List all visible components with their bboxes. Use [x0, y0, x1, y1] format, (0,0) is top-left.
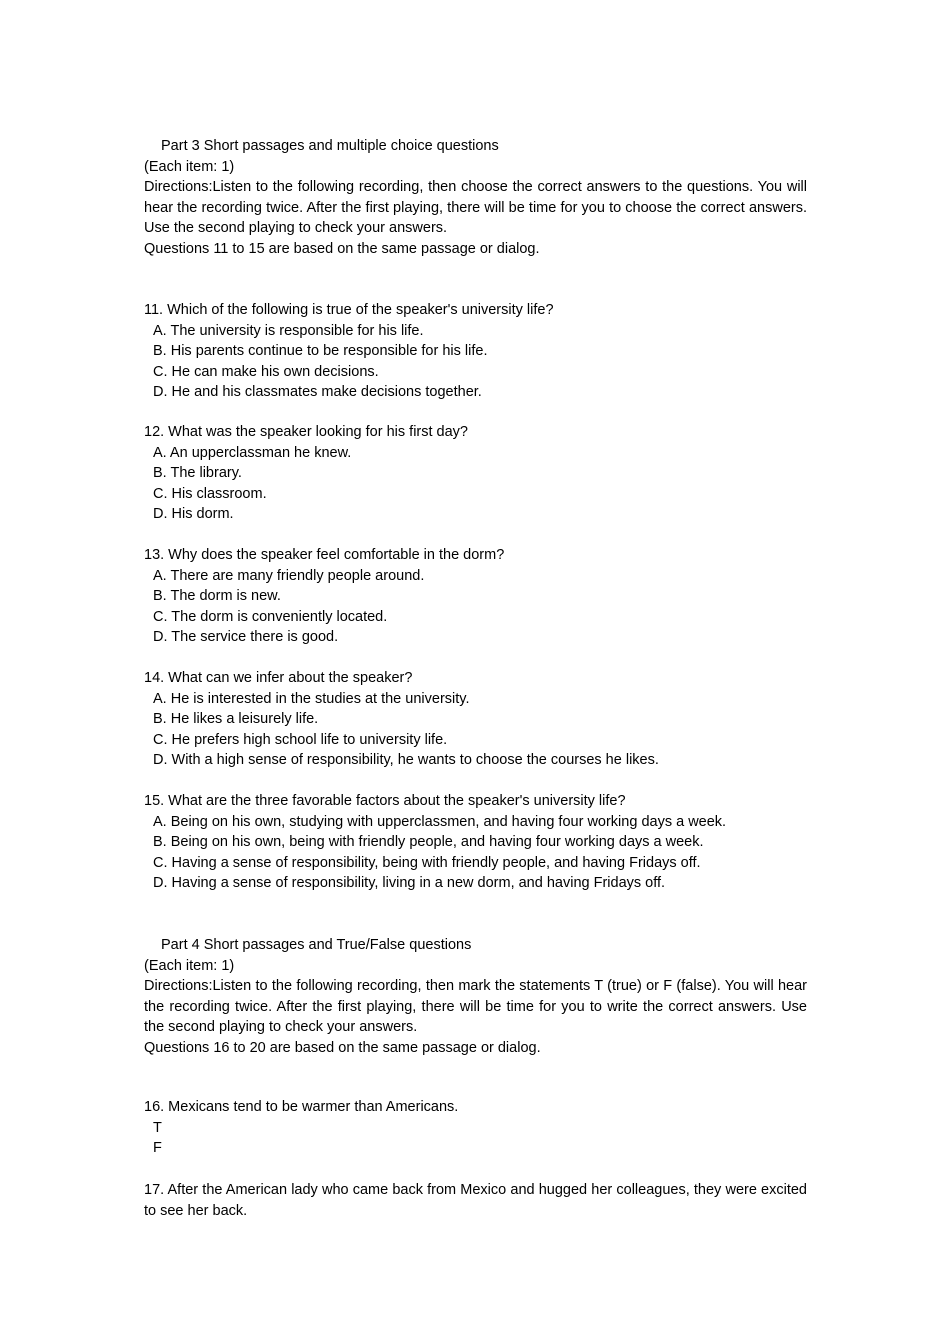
part4-score: (Each item: 1) — [144, 957, 235, 974]
question-13 — [144, 545, 807, 648]
option-a[interactable]: A. There are many friendly people around. — [153, 567, 425, 584]
question-17 — [144, 1180, 807, 1221]
option-b[interactable]: B. He likes a leisurely life. — [153, 711, 319, 727]
option-a[interactable]: A. Being on his own, studying with upperclassmen, and having four working days a week. — [153, 813, 727, 830]
question-14 — [144, 668, 807, 771]
option-c[interactable]: C. His classroom. — [153, 485, 267, 502]
option-c[interactable]: C. He prefers high school life to university life. — [153, 731, 448, 748]
part4-heading: Part 4 Short passages and True/False questions — [161, 937, 472, 953]
question-text: 12. What was the speaker looking for his first day? — [144, 424, 468, 440]
option-c[interactable]: C. Having a sense of responsibility, being with friendly people, and having Fridays off. — [153, 854, 701, 871]
question-15 — [144, 791, 807, 894]
option-false[interactable]: F — [153, 1140, 162, 1156]
option-d[interactable]: D. With a high sense of responsibility, he wants to choose the courses he likes. — [153, 752, 659, 768]
question-text: 16. Mexicans tend to be warmer than Americans. — [144, 1099, 459, 1115]
question-text: 11. Which of the following is true of the speaker's university life? — [144, 302, 554, 318]
question-text: 13. Why does the speaker feel comfortable in the dorm? — [144, 547, 505, 563]
part4-directions: Directions:Listen to the following recording, then mark the statements T (true) or F (false). You will hear the recording twice. After the first playing, there will be time for you to write the correct answers. Use the second playing to check your answers. — [144, 978, 807, 1035]
part3-heading: Part 3 Short passages and multiple choice questions — [161, 138, 499, 154]
option-true[interactable]: T — [153, 1119, 162, 1136]
part3-note: Questions 11 to 15 are based on the same passage or dialog. — [144, 240, 540, 257]
option-b[interactable]: B. His parents continue to be responsible for his life. — [153, 343, 488, 359]
part4-header — [144, 935, 807, 1058]
part4-note: Questions 16 to 20 are based on the same passage or dialog. — [144, 1039, 541, 1056]
part3-directions: Directions:Listen to the following recording, then choose the correct answers to the questions. You will hear the recording twice. After the first playing, there will be time for you to choose the correct answers. Use the second playing to check your answers. — [144, 179, 807, 236]
question-text: 15. What are the three favorable factors about the speaker's university life? — [144, 793, 626, 809]
question-12 — [144, 422, 807, 525]
part3-score: (Each item: 1) — [144, 158, 235, 175]
option-a[interactable]: A. The university is responsible for his life. — [153, 322, 424, 339]
option-c[interactable]: C. The dorm is conveniently located. — [153, 608, 388, 625]
option-a[interactable]: A. An upperclassman he knew. — [153, 444, 352, 461]
option-b[interactable]: B. Being on his own, being with friendly people, and having four working days a week. — [153, 834, 704, 850]
option-c[interactable]: C. He can make his own decisions. — [153, 363, 379, 380]
question-text: 17. After the American lady who came back from Mexico and hugged her colleagues, they were excited to see her back. — [144, 1182, 807, 1219]
question-text: 14. What can we infer about the speaker? — [144, 670, 413, 686]
option-d[interactable]: D. Having a sense of responsibility, living in a new dorm, and having Fridays off. — [153, 875, 666, 891]
part3-header — [144, 136, 807, 259]
option-d[interactable]: D. His dorm. — [153, 506, 234, 522]
option-d[interactable]: D. The service there is good. — [153, 629, 339, 645]
option-d[interactable]: D. He and his classmates make decisions together. — [153, 384, 482, 400]
question-16 — [144, 1097, 807, 1159]
question-11 — [144, 300, 807, 403]
option-b[interactable]: B. The dorm is new. — [153, 588, 281, 604]
option-a[interactable]: A. He is interested in the studies at the university. — [153, 690, 470, 707]
option-b[interactable]: B. The library. — [153, 465, 242, 481]
